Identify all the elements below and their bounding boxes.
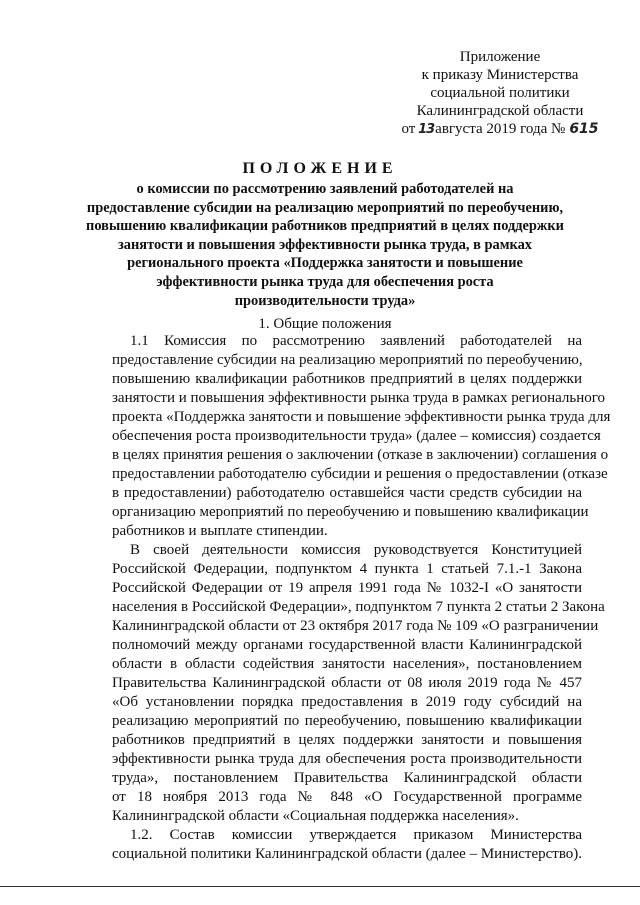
body-line: населения в Российской Федерации», подпунктом 7 пункта 2 статьи 2 Закона (112, 599, 605, 615)
date-rest: августа 2019 года № (435, 121, 566, 137)
appendix-date-line (400, 120, 600, 139)
handwritten-order-number: 615 (569, 121, 599, 137)
subtitle-line: предоставление субсидии на реализацию мероприятий по переобучению, (86, 199, 564, 216)
body-line: Российской Федерации от 19 апреля 1991 года № 1032-I «О занятости (112, 580, 582, 596)
handwritten-day: 13 (418, 122, 435, 137)
body-line: обеспечения роста производительности труда» (далее – комиссия) создается (112, 428, 601, 444)
body-line: полномочий между органами государственной власти Калининградской (112, 637, 582, 653)
appendix-line: к приказу Министерства (421, 67, 579, 83)
subtitle-line: о комиссии по рассмотрению заявлений работодателей на (136, 181, 514, 197)
body-line: реализацию мероприятий по переобучению, повышению квалификации (112, 713, 582, 729)
body-line: 1.2. Состав комиссии утверждается приказом Министерства (130, 827, 582, 843)
subtitle-line: эффективности рынка труда для обеспечения роста (156, 273, 494, 290)
subtitle-line: производительности труда» (234, 292, 416, 309)
body-line: Калининградской области от 23 октября 2017 года № 109 «О разграничении (112, 618, 599, 634)
date-prefix: от (401, 121, 416, 137)
body-line: В своей деятельности комиссия руководствуется Конституцией (130, 542, 582, 558)
body-line: труда», постановлением Правительства Калининградской области (112, 770, 582, 786)
body-line: организацию мероприятий по переобучению и повышению квалификации (112, 504, 589, 520)
body-line: Правительства Калининградской области от 08 июля 2019 года № 457 (112, 675, 582, 691)
body-line: проекта «Поддержка занятости и повышение эффективности рынка труда для (112, 409, 611, 425)
body-line: предоставлении работодателю субсидии и решения о предоставлении (отказе (112, 466, 608, 482)
body-line: работников и выплате стипендии. (112, 523, 328, 539)
subtitle-line: регионального проекта «Поддержка занятости и повышение (127, 255, 523, 272)
appendix-line: Калининградской области (416, 103, 584, 119)
body-line: эффективности рынка труда для обеспечения роста производительности (112, 751, 582, 767)
section-heading: 1. Общие положения (258, 316, 392, 332)
subtitle-line: повышению квалификации работников предприятий в целях поддержки (86, 218, 564, 235)
subtitle-line: занятости и повышения эффективности рынка труда, в рамках (118, 236, 532, 253)
page-bottom-rule (0, 886, 640, 887)
document-subtitle (60, 180, 590, 310)
body-line: Российской Федерации, подпунктом 4 пункта 1 статьей 7.1.-1 Закона (112, 561, 582, 577)
body-line: предоставление субсидии на реализацию мероприятий по переобучению, (112, 352, 583, 368)
body-line: в целях принятия решения о заключении (отказе в заключении) соглашения о (112, 447, 609, 463)
body-line: повышению квалификации работников предприятий в целях поддержки (112, 371, 582, 387)
body-line: социальной политики Калининградской области (далее – Министерство). (112, 846, 583, 862)
appendix-block (400, 48, 600, 139)
body-line: 1.1 Комиссия по рассмотрению заявлений работодателей на (130, 333, 582, 349)
appendix-line: Приложение (459, 49, 541, 65)
body-line: в предоставлении) работодателю оставшейся части средств субсидии на (112, 485, 582, 501)
document-title: ПОЛОЖЕНИЕ (242, 160, 398, 177)
body-text (112, 332, 611, 864)
body-line: работников предприятий в целях поддержки занятости и повышения (112, 732, 582, 748)
body-line: от 18 ноября 2013 года № 848 «О Государственной программе (112, 789, 582, 805)
appendix-line: социальной политики (430, 85, 570, 101)
body-line: занятости и повышения эффективности рынка труда в рамках регионального (112, 390, 606, 406)
body-line: области в области содействия занятости населения», постановлением (112, 656, 582, 672)
body-line: Калининградской области «Социальная поддержка населения». (112, 808, 519, 824)
body-line: «Об установлении порядка предоставления в 2019 году субсидий на (112, 694, 582, 710)
